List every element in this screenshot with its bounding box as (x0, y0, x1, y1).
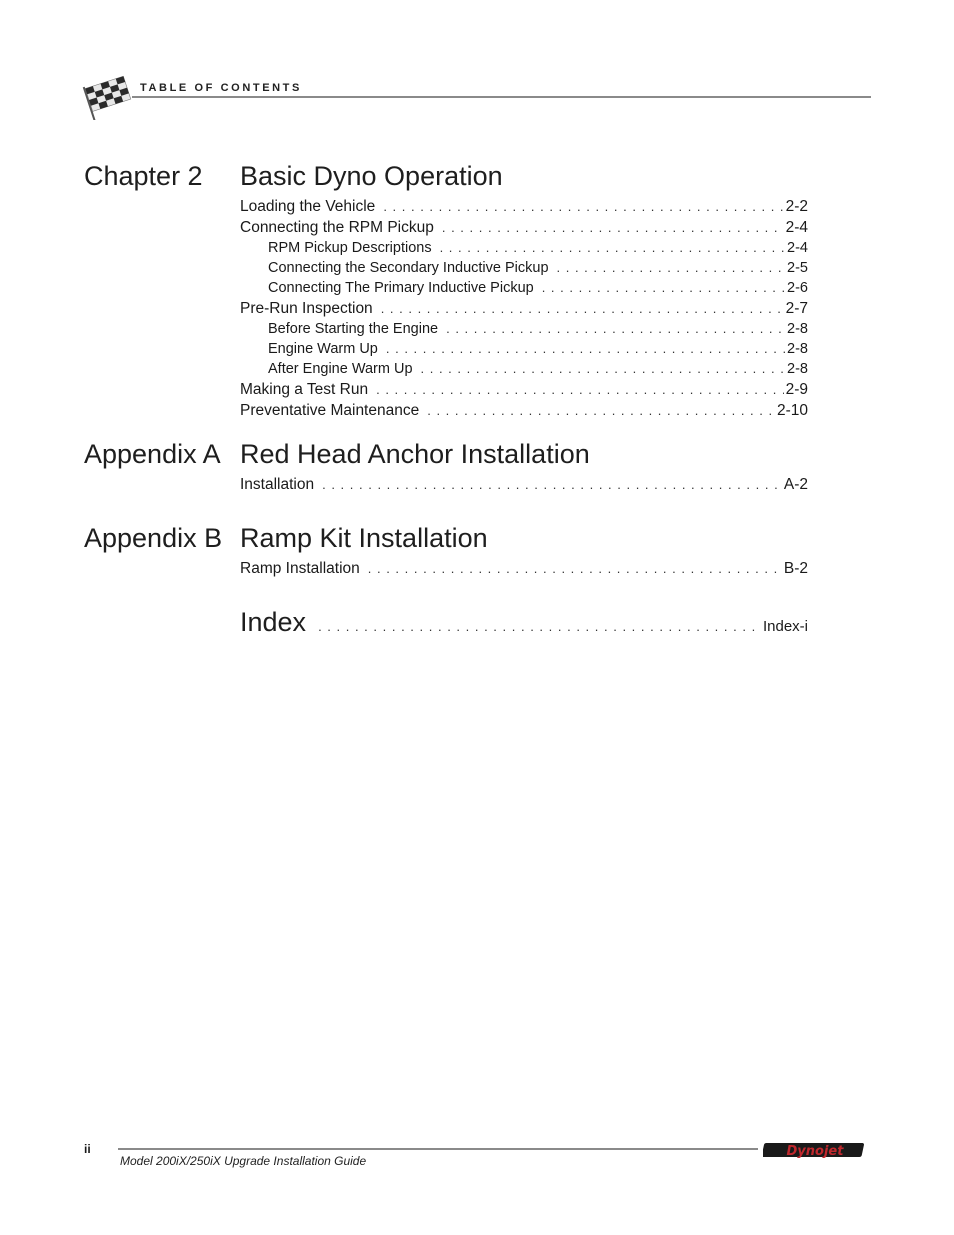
footer-page-number: ii (84, 1142, 91, 1156)
dot-leader (381, 298, 784, 319)
toc-entry-title: Connecting the Secondary Inductive Pickup (268, 260, 549, 276)
toc-subentry[interactable] (240, 278, 808, 298)
toc-entry-page: 2-10 (776, 402, 808, 419)
section-title: Ramp Kit Installation (240, 523, 488, 553)
toc-entry[interactable] (240, 558, 808, 579)
dot-leader (368, 558, 782, 579)
dot-leader (440, 238, 785, 257)
dot-leader (421, 359, 786, 378)
dot-leader (322, 474, 782, 495)
toc-entry-title: Preventative Maintenance (240, 402, 420, 419)
header-label: TABLE OF CONTENTS (140, 82, 302, 94)
dot-leader (383, 196, 783, 217)
toc-entry[interactable] (240, 196, 808, 217)
toc-entry-page: 2-5 (787, 260, 808, 276)
section-label: Appendix A (84, 439, 221, 469)
toc-entries (240, 196, 808, 421)
toc-entry-page: 2-4 (785, 219, 808, 236)
header-rule (132, 96, 871, 98)
toc-entry-title: Connecting the RPM Pickup (240, 219, 434, 236)
toc-entry-page: B-2 (783, 560, 808, 577)
index-title: Index (240, 607, 307, 637)
logo-text: Dynojet (786, 1144, 844, 1159)
toc-entry-title: Engine Warm Up (268, 341, 378, 357)
footer-rule (118, 1148, 758, 1150)
dot-leader (386, 339, 785, 358)
toc-entry-title: Pre-Run Inspection (240, 300, 373, 317)
dot-leader (318, 619, 759, 634)
toc-entries (240, 474, 808, 495)
section-appendix-a (84, 438, 808, 495)
checkered-flag-icon (80, 74, 136, 120)
toc-entry-title: Before Starting the Engine (268, 321, 439, 337)
toc-entry-title: Connecting The Primary Inductive Pickup (268, 280, 534, 296)
toc-entry[interactable] (240, 400, 808, 421)
toc-entry-title: After Engine Warm Up (268, 361, 413, 377)
toc-entry-title: RPM Pickup Descriptions (268, 240, 432, 256)
toc-entry-page: 2-7 (785, 300, 808, 317)
toc-subentry[interactable] (240, 359, 808, 379)
section-appendix-b (84, 522, 808, 579)
toc-entry-title: Loading the Vehicle (240, 198, 376, 215)
toc-entry-page: 2-8 (787, 341, 808, 357)
dot-leader (446, 319, 785, 338)
section-title: Red Head Anchor Installation (240, 439, 590, 469)
dot-leader (542, 278, 785, 297)
section-label: Appendix B (84, 523, 223, 553)
toc-entry-page: 2-9 (785, 381, 808, 398)
toc-entry[interactable] (240, 298, 808, 319)
toc-entry-page: 2-8 (787, 321, 808, 337)
toc-subentry[interactable] (240, 258, 808, 278)
toc-entry[interactable] (240, 474, 808, 495)
index-page: Index-i (762, 618, 808, 635)
toc-subentry[interactable] (240, 339, 808, 359)
toc-entry-page: 2-6 (787, 280, 808, 296)
toc-index-entry[interactable] (240, 604, 808, 640)
section-chapter-2 (84, 160, 808, 421)
dot-leader (557, 258, 786, 277)
footer-guide-title: Model 200iX/250iX Upgrade Installation Guide (120, 1154, 367, 1168)
toc-entry-page: 2-4 (787, 240, 808, 256)
section-label: Chapter 2 (84, 161, 203, 191)
toc-subentry[interactable] (240, 238, 808, 258)
toc-entry[interactable] (240, 379, 808, 400)
dot-leader (376, 379, 784, 400)
dot-leader (427, 400, 775, 421)
toc-entry-page: 2-8 (787, 361, 808, 377)
toc-entry[interactable] (240, 217, 808, 238)
dot-leader (442, 217, 784, 238)
section-title: Basic Dyno Operation (240, 161, 503, 191)
toc-subentry[interactable] (240, 319, 808, 339)
dynojet-logo (763, 1140, 867, 1160)
toc-entry-title: Installation (240, 476, 315, 493)
toc-entry-title: Making a Test Run (240, 381, 369, 398)
toc-entry-page: 2-2 (785, 198, 808, 215)
toc-entry-page: A-2 (783, 476, 808, 493)
toc-entries (240, 558, 808, 579)
toc-entry-title: Ramp Installation (240, 560, 360, 577)
